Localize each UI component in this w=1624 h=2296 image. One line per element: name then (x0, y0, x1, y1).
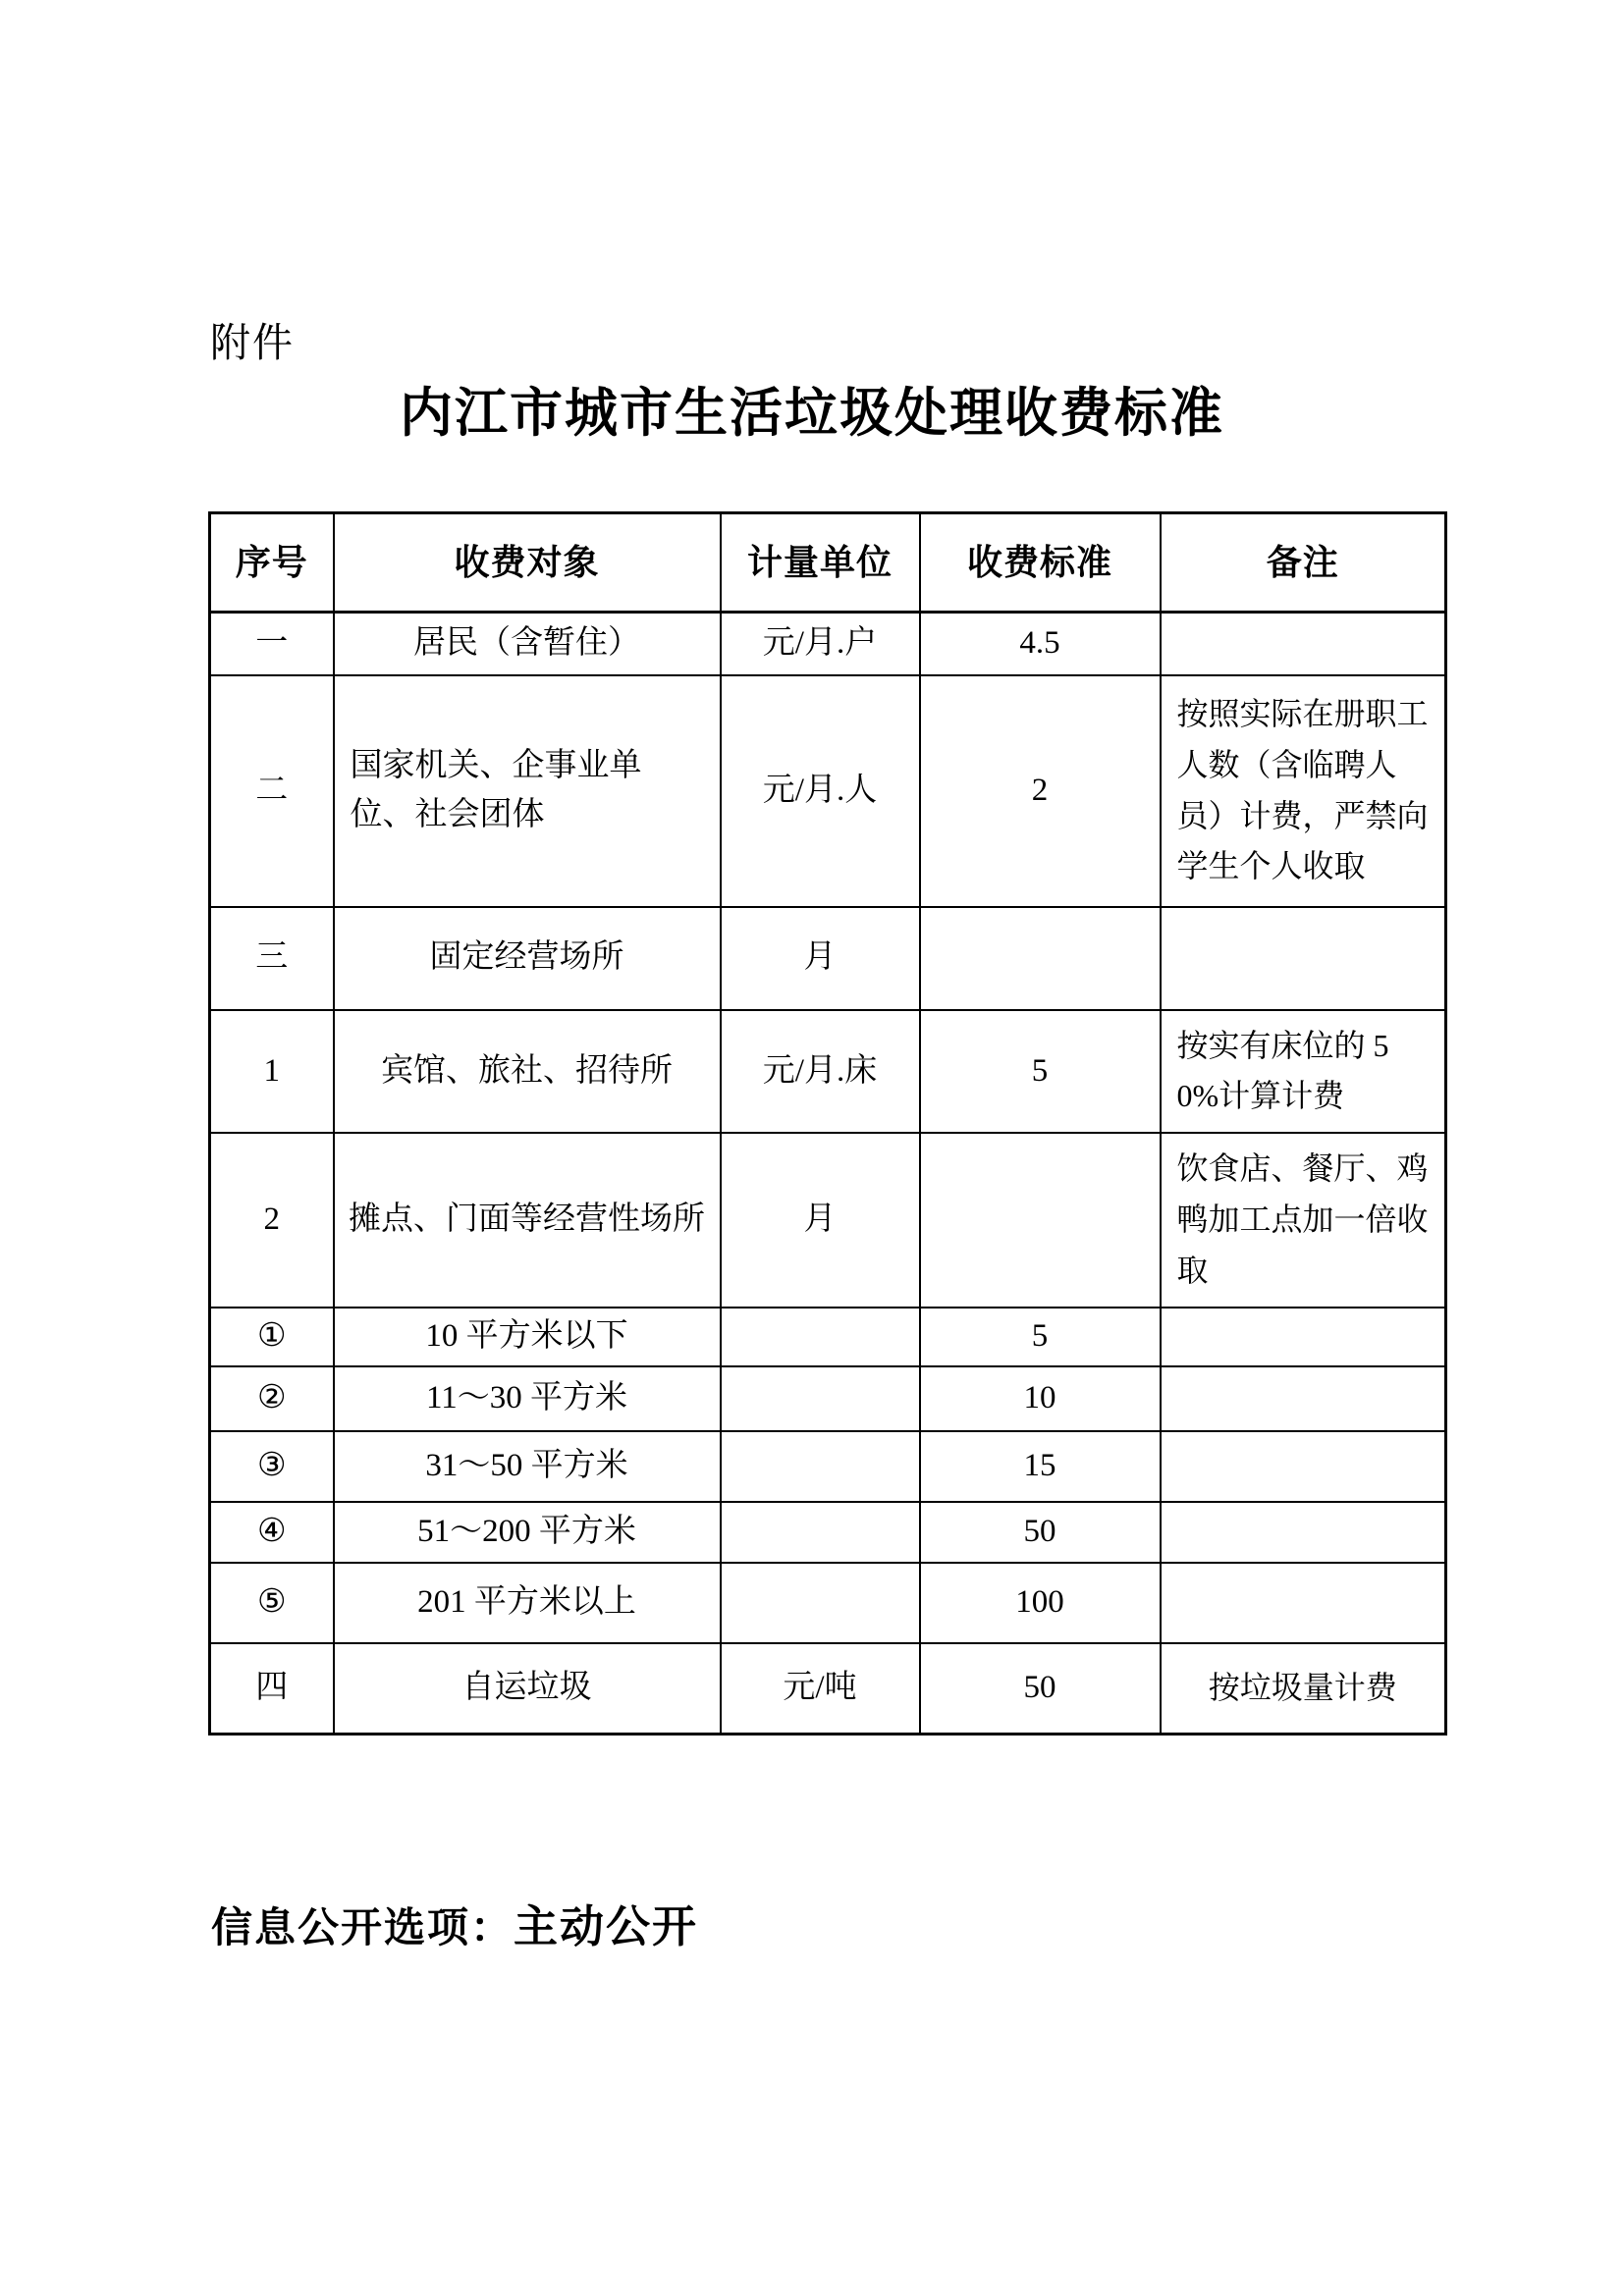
cell-remark: 按垃圾量计费 (1161, 1643, 1446, 1735)
cell-unit: 月 (721, 1133, 920, 1307)
cell-no: ④ (210, 1502, 334, 1563)
cell-unit (721, 1502, 920, 1563)
column-header-0: 序号 (210, 513, 334, 613)
cell-no: 二 (210, 675, 334, 907)
cell-fee: 50 (920, 1643, 1161, 1735)
fee-standard-table (208, 511, 1447, 1735)
column-header-3: 收费标准 (920, 513, 1161, 613)
cell-unit: 元/月.户 (721, 613, 920, 675)
cell-target: 国家机关、企事业单位、社会团体 (334, 675, 721, 907)
cell-no: ② (210, 1366, 334, 1431)
table-row (210, 1502, 1446, 1563)
cell-unit: 元/月.人 (721, 675, 920, 907)
cell-target: 自运垃圾 (334, 1643, 721, 1735)
cell-no: 四 (210, 1643, 334, 1735)
cell-no: 2 (210, 1133, 334, 1307)
table-row (210, 675, 1446, 907)
cell-fee: 4.5 (920, 613, 1161, 675)
table-row (210, 907, 1446, 1010)
cell-remark (1161, 1431, 1446, 1502)
table-row (210, 1563, 1446, 1643)
cell-fee (920, 907, 1161, 1010)
table-header-row (210, 513, 1446, 613)
cell-target: 固定经营场所 (334, 907, 721, 1010)
cell-fee: 50 (920, 1502, 1161, 1563)
disclosure-label: 信息公开选项： (211, 1904, 514, 1950)
cell-fee: 2 (920, 675, 1161, 907)
cell-unit (721, 1308, 920, 1366)
cell-no: 一 (210, 613, 334, 675)
page-title: 内江市城市生活垃圾处理收费标准 (400, 384, 1224, 443)
table-row (210, 1010, 1446, 1134)
cell-unit (721, 1431, 920, 1502)
table-row (210, 1133, 1446, 1307)
cell-remark (1161, 1502, 1446, 1563)
cell-fee: 10 (920, 1366, 1161, 1431)
cell-remark: 按实有床位的 50%计算计费 (1161, 1010, 1446, 1134)
cell-remark (1161, 907, 1446, 1010)
cell-unit (721, 1366, 920, 1431)
cell-remark (1161, 1563, 1446, 1643)
cell-target: 11～30 平方米 (334, 1366, 721, 1431)
table-row (210, 1308, 1446, 1366)
cell-target: 摊点、门面等经营性场所 (334, 1133, 721, 1307)
disclosure-line (211, 1891, 698, 1954)
cell-target: 51～200 平方米 (334, 1502, 721, 1563)
cell-no: ⑤ (210, 1563, 334, 1643)
cell-target: 居民（含暂住） (334, 613, 721, 675)
cell-no: 三 (210, 907, 334, 1010)
cell-no: ③ (210, 1431, 334, 1502)
column-header-4: 备注 (1161, 513, 1446, 613)
table-row (210, 1643, 1446, 1735)
cell-remark (1161, 613, 1446, 675)
attachment-label: 附件 (210, 320, 295, 365)
table-body (210, 613, 1446, 1735)
cell-unit: 元/月.床 (721, 1010, 920, 1134)
cell-fee: 15 (920, 1431, 1161, 1502)
table-row (210, 1366, 1446, 1431)
cell-remark: 按照实际在册职工人数（含临聘人员）计费，严禁向学生个人收取 (1161, 675, 1446, 907)
cell-remark: 饮食店、餐厅、鸡鸭加工点加一倍收取 (1161, 1133, 1446, 1307)
cell-target: 31～50 平方米 (334, 1431, 721, 1502)
cell-target: 宾馆、旅社、招待所 (334, 1010, 721, 1134)
cell-fee (920, 1133, 1161, 1307)
table-row (210, 613, 1446, 675)
cell-fee: 100 (920, 1563, 1161, 1643)
cell-fee: 5 (920, 1010, 1161, 1134)
column-header-1: 收费对象 (334, 513, 721, 613)
cell-no: 1 (210, 1010, 334, 1134)
cell-unit: 月 (721, 907, 920, 1010)
cell-unit: 元/吨 (721, 1643, 920, 1735)
cell-remark (1161, 1366, 1446, 1431)
table-row (210, 1431, 1446, 1502)
cell-remark (1161, 1308, 1446, 1366)
cell-unit (721, 1563, 920, 1643)
cell-no: ① (210, 1308, 334, 1366)
cell-target: 10 平方米以下 (334, 1308, 721, 1366)
disclosure-value: 主动公开 (514, 1902, 699, 1951)
column-header-2: 计量单位 (721, 513, 920, 613)
cell-fee: 5 (920, 1308, 1161, 1366)
cell-target: 201 平方米以上 (334, 1563, 721, 1643)
